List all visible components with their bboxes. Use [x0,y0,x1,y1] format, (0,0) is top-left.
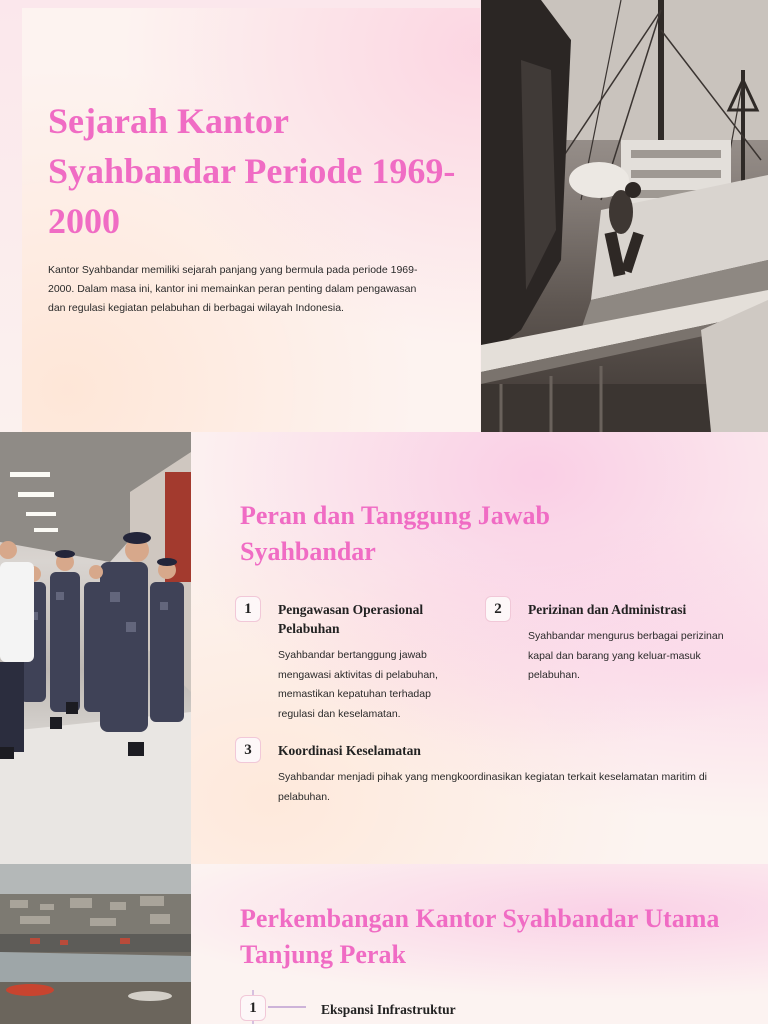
development-section [0,864,768,1024]
role-number-badge: 3 [235,737,261,763]
role-title: Koordinasi Keselamatan [278,743,421,758]
port-aerial-photo [0,864,191,1024]
naval-officers-photo [0,432,191,864]
harbor-worker-photo [481,0,768,432]
role-number-badge: 1 [235,596,261,622]
role-description: Syahbandar menjadi pihak yang mengkoordinasikan kegiatan terkait keselamatan maritim di pelabuhan. [278,771,707,803]
role-title: Perizinan dan Administrasi [528,602,687,617]
timeline-item-title: Ekspansi Infrastruktur [321,1002,456,1017]
history-intro: Kantor Syahbandar memiliki sejarah panjang yang bermula pada periode 1969-2000. Dalam masa ini, kantor ini memainkan peran penting dalam pengawasan dan regulasi kegiatan pelabuhan di berbagai wilayah Indonesia. [48,264,418,314]
role-description: Syahbandar mengurus berbagai perizinan kapal dan barang yang keluar-masuk pelabuhan. [528,630,724,681]
roles-title: Peran dan Tanggung Jawab Syahbandar [240,501,550,566]
roles-section [0,432,768,864]
role-title: Pengawasan Operasional Pelabuhan [278,602,424,636]
timeline-connector [268,1006,306,1008]
timeline-number-badge: 1 [240,995,266,1021]
role-number-badge: 2 [485,596,511,622]
history-section [0,0,768,432]
development-title: Perkembangan Kantor Syahbandar Utama Tanjung Perak [240,904,720,969]
role-description: Syahbandar bertanggung jawab mengawasi aktivitas di pelabuhan, memastikan kepatuhan terhadap regulasi dan keselamatan. [278,649,438,720]
history-title: Sejarah Kantor Syahbandar Periode 1969-2000 [48,101,456,241]
